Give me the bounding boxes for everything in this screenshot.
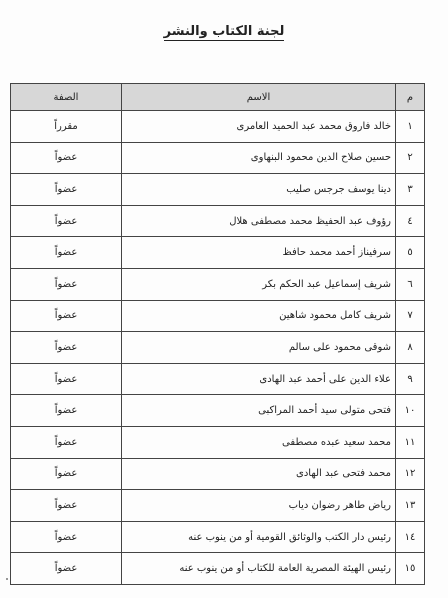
row-role: عضواً <box>11 458 122 490</box>
table-row <box>11 426 425 458</box>
table-row <box>11 395 425 427</box>
row-role: عضواً <box>11 237 122 269</box>
row-name: خالد فاروق محمد عبد الحميد العامرى <box>122 111 396 143</box>
header-number: م <box>396 84 425 111</box>
row-number: ٧ <box>396 300 425 332</box>
row-name: رياض طاهر رضوان دياب <box>122 490 396 522</box>
table-row <box>11 490 425 522</box>
row-number: ٩ <box>396 363 425 395</box>
row-name: شريف إسماعيل عبد الحكم بكر <box>122 268 396 300</box>
row-name: علاء الدين على أحمد عبد الهادى <box>122 363 396 395</box>
row-role: مقرراً <box>11 111 122 143</box>
row-name: شوقى محمود على سالم <box>122 332 396 364</box>
row-number: ١٥ <box>396 553 425 585</box>
row-name: محمد سعيد عبده مصطفى <box>122 426 396 458</box>
row-role: عضواً <box>11 142 122 174</box>
row-number: ١٤ <box>396 521 425 553</box>
row-number: ١٢ <box>396 458 425 490</box>
row-role: عضواً <box>11 174 122 206</box>
row-name: رؤوف عبد الحفيظ محمد مصطفى هلال <box>122 205 396 237</box>
table-row <box>11 300 425 332</box>
table-row <box>11 553 425 585</box>
row-role: عضواً <box>11 490 122 522</box>
table-row <box>11 237 425 269</box>
table-row <box>11 363 425 395</box>
row-role: عضواً <box>11 300 122 332</box>
table-row <box>11 268 425 300</box>
table-row <box>11 332 425 364</box>
table-header-row <box>11 84 425 111</box>
table-row <box>11 174 425 206</box>
row-number: ٥ <box>396 237 425 269</box>
row-role: عضواً <box>11 521 122 553</box>
table-row <box>11 458 425 490</box>
row-number: ٦ <box>396 268 425 300</box>
row-role: عضواً <box>11 268 122 300</box>
row-name: رئيس الهيئة المصرية العامة للكتاب أو من ينوب عنه <box>122 553 396 585</box>
row-name: سرفيناز أحمد محمد حافظ <box>122 237 396 269</box>
row-role: عضواً <box>11 363 122 395</box>
row-role: عضواً <box>11 332 122 364</box>
header-role: الصفة <box>11 84 122 111</box>
row-role: عضواً <box>11 205 122 237</box>
row-role: عضواً <box>11 553 122 585</box>
header-name: الاسم <box>122 84 396 111</box>
row-name: دينا يوسف جرجس صليب <box>122 174 396 206</box>
row-number: ٣ <box>396 174 425 206</box>
scan-speck <box>6 578 8 580</box>
row-number: ١٠ <box>396 395 425 427</box>
row-number: ٤ <box>396 205 425 237</box>
table-row <box>11 521 425 553</box>
row-role: عضواً <box>11 395 122 427</box>
row-name: محمد فتحى عبد الهادى <box>122 458 396 490</box>
table-row <box>11 142 425 174</box>
row-name: رئيس دار الكتب والوثائق القومية أو من ينوب عنه <box>122 521 396 553</box>
row-number: ٢ <box>396 142 425 174</box>
page-title-text: لجنة الكتاب والنشر <box>163 24 285 39</box>
committee-members-table <box>10 83 425 585</box>
row-number: ٨ <box>396 332 425 364</box>
row-role: عضواً <box>11 426 122 458</box>
row-name: حسين صلاح الدين محمود البنهاوى <box>122 142 396 174</box>
row-number: ١١ <box>396 426 425 458</box>
row-number: ١٣ <box>396 490 425 522</box>
page-title <box>0 24 448 39</box>
row-number: ١ <box>396 111 425 143</box>
row-name: شريف كامل محمود شاهين <box>122 300 396 332</box>
table-row <box>11 111 425 143</box>
row-name: فتحى متولى سيد أحمد المراكبى <box>122 395 396 427</box>
table-row <box>11 205 425 237</box>
